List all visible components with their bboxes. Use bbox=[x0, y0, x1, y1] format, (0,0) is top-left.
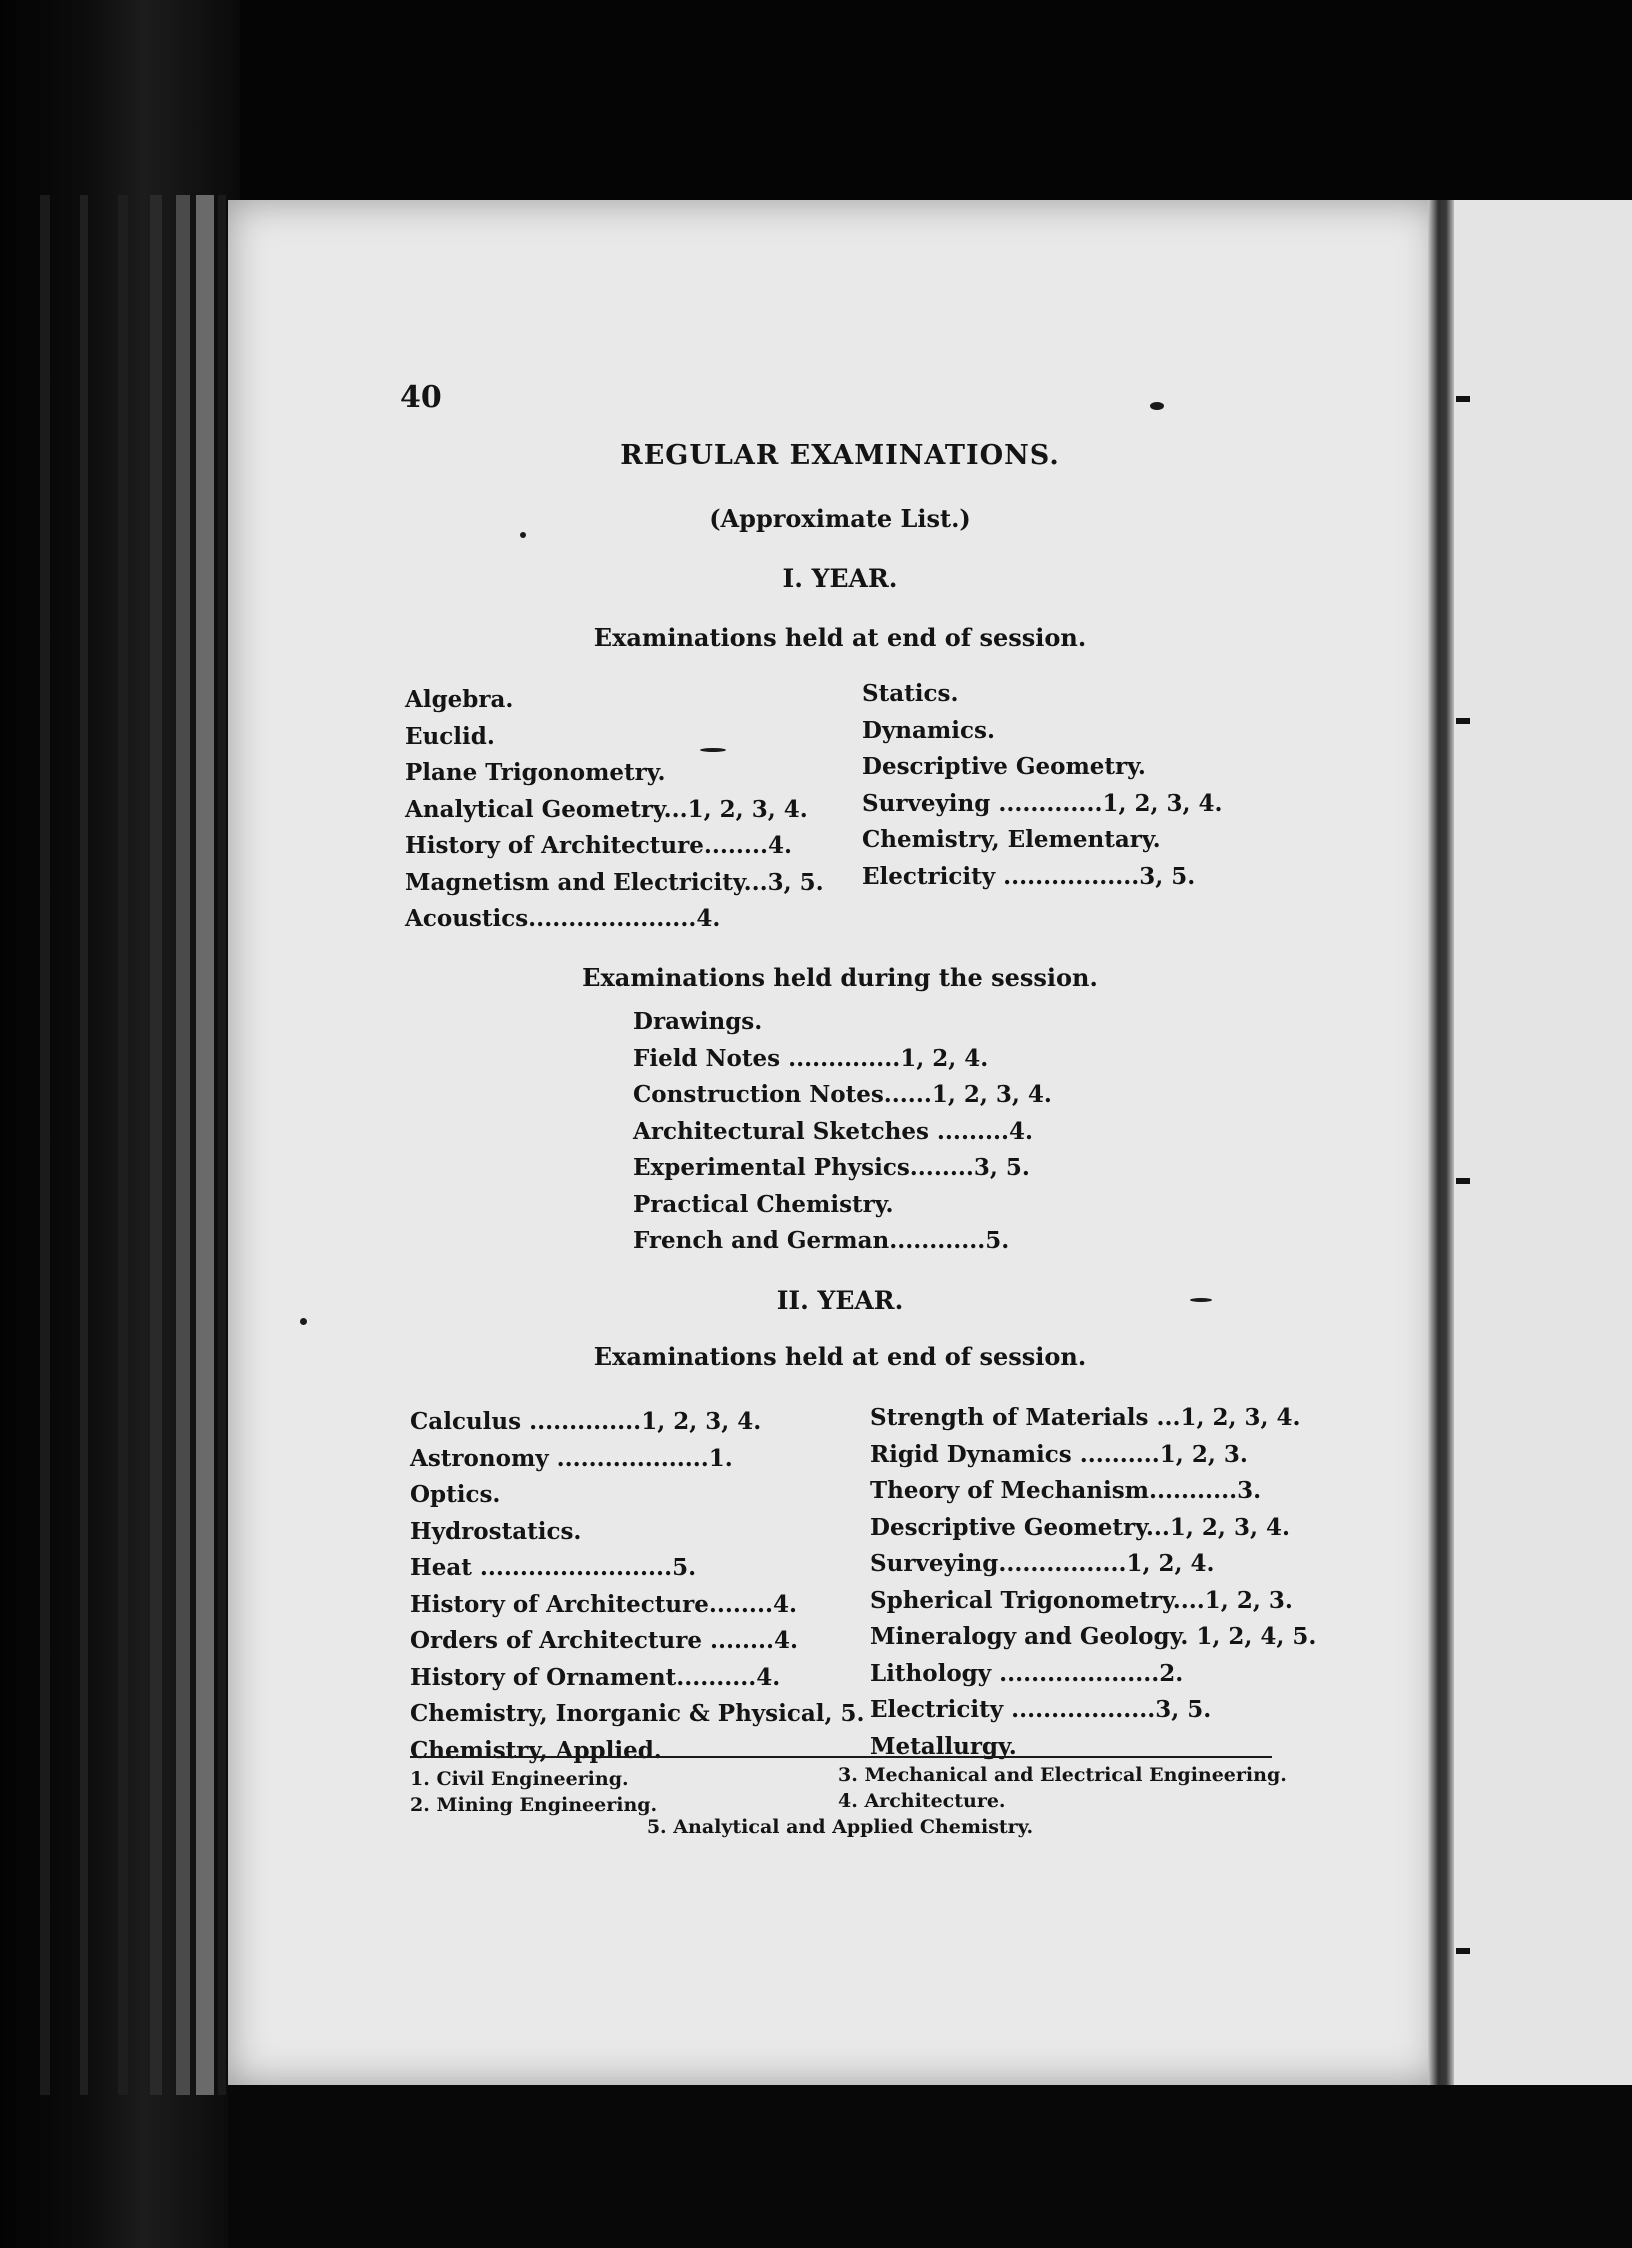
year-one-end-left-list bbox=[405, 682, 824, 938]
exam-item: Architectural Sketches .........4. bbox=[633, 1117, 1033, 1145]
exam-item: Metallurgy. bbox=[870, 1732, 1017, 1760]
exam-item: Lithology ....................2. bbox=[870, 1659, 1184, 1687]
exam-item: Mineralogy and Geology. 1, 2, 4, 5. bbox=[870, 1623, 1317, 1650]
footnote-5: 5. Analytical and Applied Chemistry. bbox=[646, 1816, 1034, 1838]
exam-item: Surveying .............1, 2, 3, 4. bbox=[862, 789, 1223, 817]
exam-item: History of Ornament..........4. bbox=[410, 1663, 781, 1691]
page-edge bbox=[80, 195, 88, 2095]
exam-item: Field Notes ..............1, 2, 4. bbox=[633, 1044, 989, 1072]
page-edge bbox=[218, 195, 226, 2095]
footnote-1: 1. Civil Engineering. bbox=[410, 1768, 629, 1790]
exam-item: History of Architecture........4. bbox=[405, 832, 792, 859]
exam-item: Chemistry, Applied. bbox=[410, 1736, 662, 1764]
gutter-mark bbox=[1456, 718, 1470, 724]
exam-item: Descriptive Geometry...1, 2, 3, 4. bbox=[870, 1513, 1290, 1541]
dark-background bbox=[228, 2085, 1632, 2248]
year-two-end-right-list bbox=[870, 1400, 1316, 1765]
exam-item: Hydrostatics. bbox=[410, 1517, 582, 1545]
footnote-rule bbox=[410, 1756, 1272, 1758]
exam-item: Experimental Physics........3, 5. bbox=[633, 1154, 1030, 1181]
exam-item: Calculus ..............1, 2, 3, 4. bbox=[410, 1408, 762, 1435]
exam-item: Magnetism and Electricity...3, 5. bbox=[405, 868, 824, 896]
exam-item: Electricity .................3, 5. bbox=[862, 862, 1196, 890]
book-spine-edges bbox=[0, 0, 240, 2248]
footnote-3: 3. Mechanical and Electrical Engineering. bbox=[838, 1764, 1287, 1786]
page-edge bbox=[150, 195, 162, 2095]
exam-item: Strength of Materials ...1, 2, 3, 4. bbox=[870, 1404, 1301, 1431]
page-edge bbox=[176, 195, 190, 2095]
ink-speck bbox=[1150, 402, 1164, 410]
exam-item: Electricity ..................3, 5. bbox=[870, 1696, 1212, 1723]
exam-item: Orders of Architecture ........4. bbox=[410, 1627, 799, 1654]
exam-item: Statics. bbox=[862, 680, 959, 707]
year-one-during-list bbox=[633, 1004, 1052, 1260]
footnote-2: 2. Mining Engineering. bbox=[410, 1794, 658, 1816]
year-two-end-session-heading: Examinations held at end of session. bbox=[593, 1342, 1087, 1371]
gutter-mark bbox=[1456, 1178, 1470, 1184]
exam-item: Acoustics.....................4. bbox=[405, 905, 721, 932]
exam-item: Construction Notes......1, 2, 3, 4. bbox=[633, 1081, 1052, 1108]
exam-item: Theory of Mechanism...........3. bbox=[870, 1477, 1262, 1504]
ink-speck bbox=[300, 1318, 307, 1325]
exam-item: French and German............5. bbox=[633, 1227, 1010, 1254]
exam-item: Dynamics. bbox=[862, 716, 995, 744]
exam-item: Practical Chemistry. bbox=[633, 1190, 894, 1218]
gutter-mark bbox=[1456, 396, 1470, 402]
year-one-end-right-list bbox=[862, 676, 1223, 895]
page-number: 40 bbox=[400, 380, 442, 415]
footnote-4: 4. Architecture. bbox=[838, 1790, 1006, 1812]
exam-item: History of Architecture........4. bbox=[410, 1590, 797, 1618]
page-subtitle: (Approximate List.) bbox=[709, 504, 971, 533]
exam-item: Spherical Trigonometry....1, 2, 3. bbox=[870, 1586, 1293, 1614]
page-edge bbox=[118, 195, 128, 2095]
book-gutter bbox=[1428, 200, 1454, 2085]
exam-item: Chemistry, Inorganic & Physical, 5. bbox=[410, 1700, 865, 1727]
exam-item: Descriptive Geometry. bbox=[862, 753, 1146, 780]
exam-item: Analytical Geometry...1, 2, 3, 4. bbox=[405, 795, 808, 823]
right-page-strip bbox=[1440, 200, 1632, 2085]
year-two-end-left-list bbox=[410, 1404, 865, 1769]
year-one-during-session-heading: Examinations held during the session. bbox=[582, 963, 1098, 992]
page-edge bbox=[40, 195, 50, 2095]
page-edge bbox=[196, 195, 214, 2095]
year-one-end-session-heading: Examinations held at end of session. bbox=[593, 623, 1087, 652]
exam-item: Euclid. bbox=[405, 722, 495, 750]
gutter-mark bbox=[1456, 1948, 1470, 1954]
exam-item: Rigid Dynamics ..........1, 2, 3. bbox=[870, 1440, 1248, 1468]
exam-item: Heat ........................5. bbox=[410, 1554, 697, 1581]
exam-item: Plane Trigonometry. bbox=[405, 759, 666, 786]
exam-item: Drawings. bbox=[633, 1008, 763, 1035]
exam-item: Astronomy ...................1. bbox=[410, 1444, 733, 1472]
year-one-heading: I. YEAR. bbox=[782, 564, 898, 593]
exam-item: Algebra. bbox=[405, 686, 514, 713]
year-two-heading: II. YEAR. bbox=[776, 1286, 904, 1315]
page-title: REGULAR EXAMINATIONS. bbox=[620, 440, 1060, 471]
exam-item: Surveying................1, 2, 4. bbox=[870, 1550, 1215, 1577]
exam-item: Optics. bbox=[410, 1481, 501, 1508]
exam-item: Chemistry, Elementary. bbox=[862, 826, 1161, 853]
